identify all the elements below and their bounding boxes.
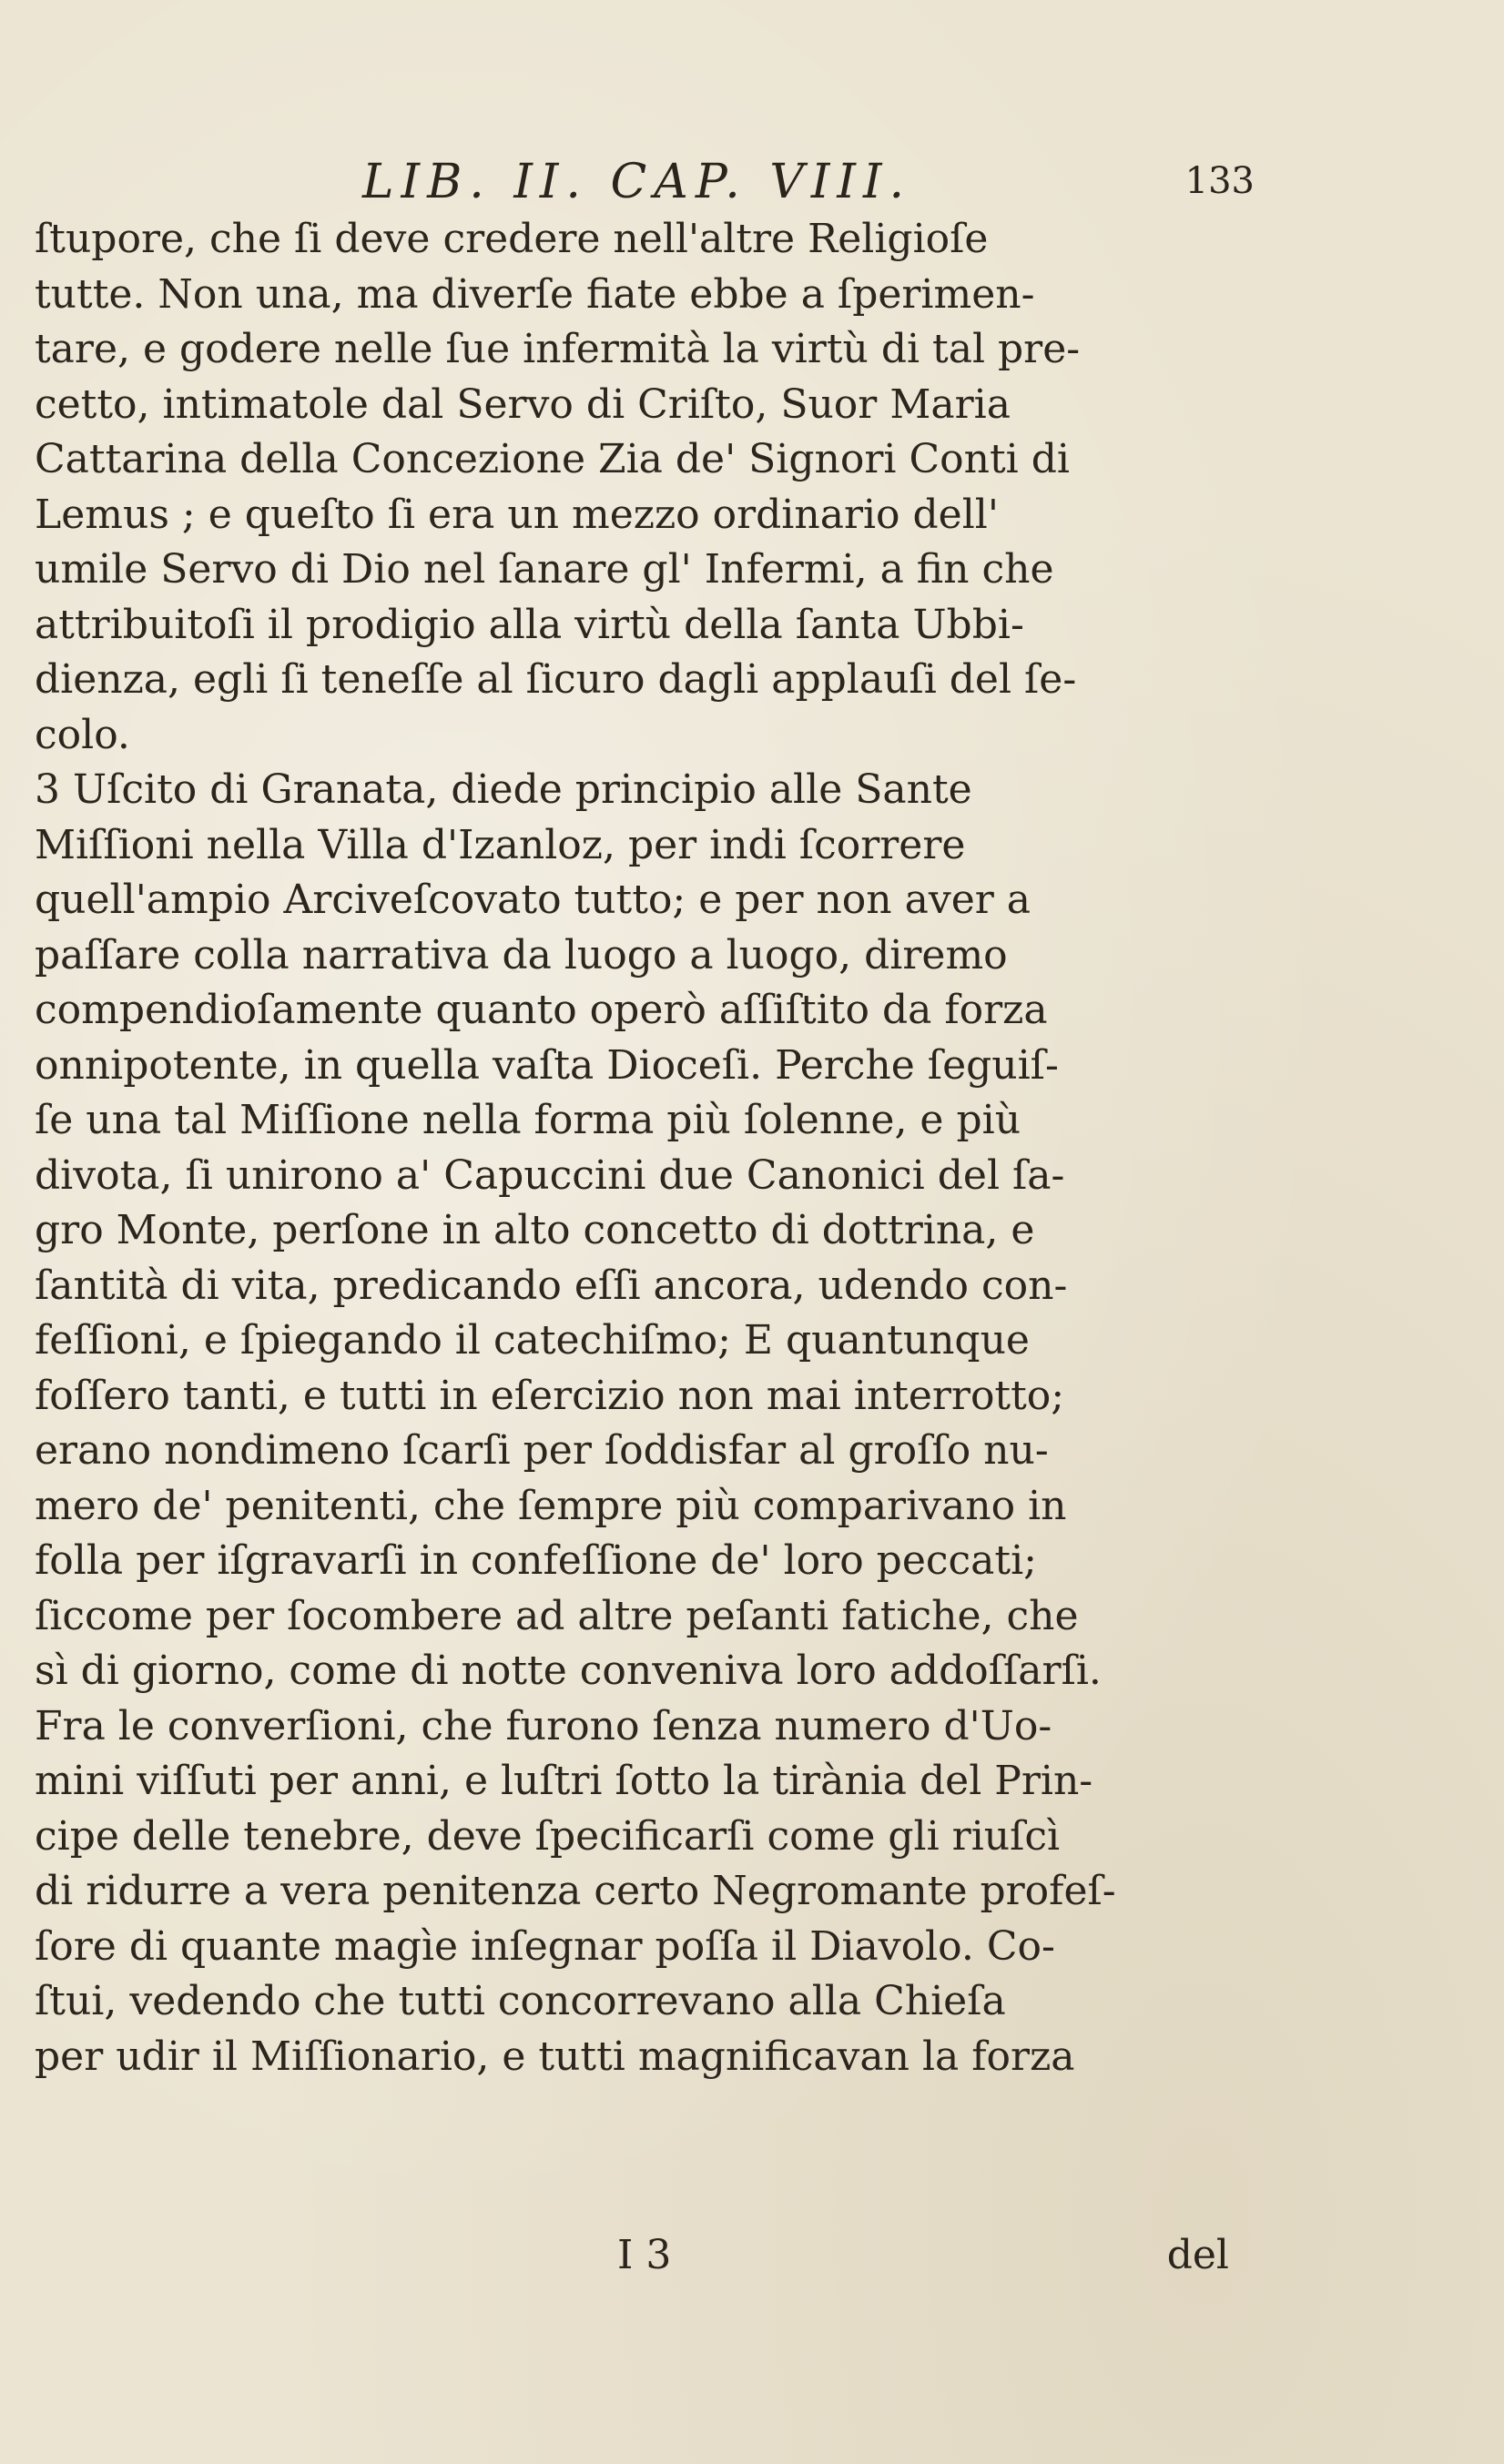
text-line: onnipotente, in quella vaſta Dioceſi. Perche ſeguiſ-	[35, 1041, 1059, 1089]
text-line: foſſero tanti, e tutti in eſercizio non mai interrotto;	[35, 1372, 1065, 1419]
text-line: colo.	[35, 711, 130, 758]
text-line: umile Servo di Dio nel ſanare gl' Infermi, a fin che	[35, 546, 1054, 593]
text-line: per udir il Miſſionario, e tutti magnificavan la forza	[35, 2033, 1075, 2080]
text-line: Miſſioni nella Villa d'Izanloz, per indi ſcorrere	[35, 821, 966, 868]
text-line: mini viſſuti per anni, e luſtri ſotto la tirània del Prin-	[35, 1758, 1093, 1804]
text-line: ſtui, vedendo che tutti concorrevano alla Chieſa	[35, 1978, 1006, 2024]
running-title: LIB. II. CAP. VIII.	[362, 155, 912, 209]
text-line: 3 Uſcito di Granata, diede principio alle Sante	[35, 766, 972, 813]
text-line: ſe una tal Miſſione nella forma più ſolenne, e più	[35, 1097, 1021, 1143]
text-line: divota, ſi unirono a' Capuccini due Canonici del ſa-	[35, 1151, 1065, 1199]
text-line: di ridurre a vera penitenza certo Negromante profeſ-	[35, 1868, 1116, 1914]
signature-mark: I 3	[617, 2232, 672, 2278]
text-line: cetto, intimatole dal Servo di Criſto, Suor Maria	[35, 380, 1011, 428]
text-line: folla per iſgravarſi in confeſſione de' loro peccati;	[35, 1537, 1037, 1584]
text-line: cipe delle tenebre, deve ſpecificarſi come gli riuſcì	[35, 1812, 1061, 1860]
text-line: Lemus ; e queſto ſi era un mezzo ordinario dell'	[35, 491, 999, 538]
catchword: del	[1166, 2232, 1229, 2278]
text-line: Cattarina della Concezione Zia de' Signori Conti di	[35, 436, 1070, 482]
page-footer	[35, 2232, 1275, 2287]
text-line: ſtupore, che ſi deve credere nell'altre Religioſe	[35, 216, 989, 262]
text-line: paſſare colla narrativa da luogo a luogo, diremo	[35, 931, 1008, 979]
text-line: quell'ampio Arciveſcovato tutto; e per non aver a	[35, 877, 1031, 923]
text-line: tare, e godere nelle ſue infermità la virtù di tal pre-	[35, 326, 1081, 372]
text-line: erano nondimeno ſcarſi per ſoddisfar al groſſo nu-	[35, 1427, 1049, 1474]
text-line: mero de' penitenti, che ſempre più comparivano in	[35, 1482, 1067, 1529]
text-line: ſore di quante magìe inſegnar poſſa il Diavolo. Co-	[35, 1922, 1055, 1970]
text-line: ſiccome per ſocombere ad altre peſanti fatiche, che	[35, 1592, 1079, 1639]
text-line: dienza, egli ſi teneſſe al ſicuro dagli applauſi del ſe-	[35, 656, 1077, 703]
text-line: ſantità di vita, predicando eſſi ancora, udendo con-	[35, 1262, 1068, 1309]
text-line: sì di giorno, come di notte conveniva loro addoſſarſi.	[35, 1648, 1102, 1694]
text-line: compendioſamente quanto operò aſſiſtito da forza	[35, 987, 1048, 1033]
body-text	[35, 212, 1275, 2084]
text-line: feſſioni, e ſpiegando il catechiſmo; E quantunque	[35, 1317, 1030, 1364]
text-line: Fra le converſioni, che furono ſenza numero d'Uo-	[35, 1702, 1052, 1749]
page-number: 133	[1184, 160, 1255, 202]
text-line: attribuitoſi il prodigio alla virtù della ſanta Ubbi-	[35, 601, 1024, 648]
running-head	[35, 155, 1275, 209]
text-line: tutte. Non una, ma diverſe fiate ebbe a ſperimen-	[35, 270, 1035, 318]
text-line: gro Monte, perſone in alto concetto di dottrina, e	[35, 1207, 1035, 1253]
